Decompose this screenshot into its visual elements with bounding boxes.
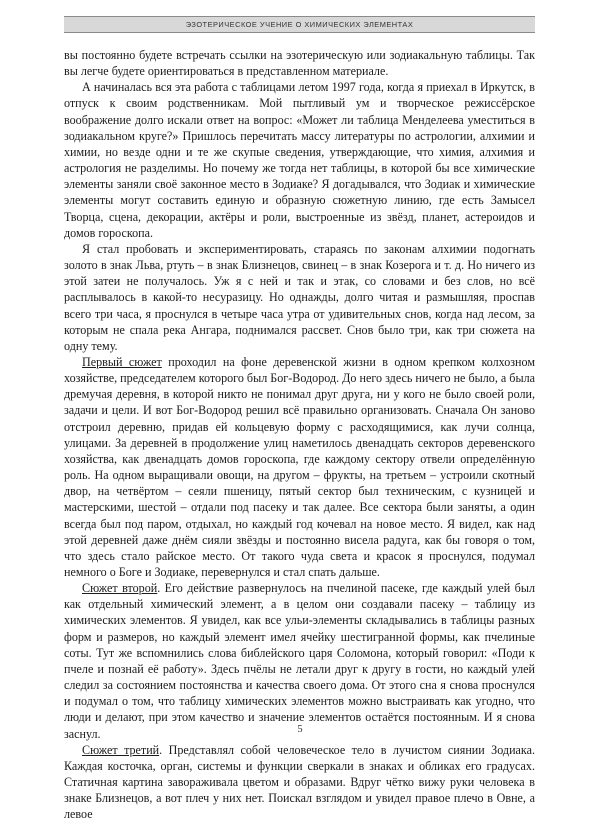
running-header: ЭЗОТЕРИЧЕСКОЕ УЧЕНИЕ О ХИМИЧЕСКИХ ЭЛЕМЕНТАХ xyxy=(64,16,535,33)
paragraph-4 xyxy=(64,354,535,580)
paragraph-5 xyxy=(64,580,535,742)
second-plot-heading: Сюжет второй xyxy=(82,581,158,596)
paragraph-1: вы постоянно будете встречать ссылки на эзотерическую или зодиакальную таблицы. Так вы легче будете ориентироваться в представленном материале. xyxy=(64,48,535,79)
third-plot-text: . Представлял собой человеческое тело в лучистом сиянии Зодиака. Каждая косточка, орган, системы и функции сверкали в знаках и обликах его градусах. Статичная картина завораживала цветом и образами. Вдруг чётко вижу руки человека в знаке Близнецов, а вот плеч у них нет. Поискал взглядом и увидел правое плечо в Овне, а левое xyxy=(64,742,536,822)
body-text xyxy=(64,47,535,823)
paragraph-6 xyxy=(64,742,535,823)
page-number: 5 xyxy=(297,724,303,735)
paragraph-3: Я стал пробовать и экспериментировать, стараясь по законам алхимии подогнать золото в знак Льва, ртуть – в знак Близнецов, свинец – в знак Козерога и т. д. Но ничего из этой затеи не получалось. Уж я с ней и так и этак, со словами и без слов, но всё расплывалось в какой-то несуразицу. Но однажды, долго читая и размышляя, проспав всего три часа, я проснулся в четыре часа утра от удивительных снов, когда над лесом, за которым не спала река Ангара, поднимался рассвет. Снов было три, как три сюжета на одну тему. xyxy=(64,241,535,353)
third-plot-heading: Сюжет третий xyxy=(82,742,160,757)
second-plot-text: . Его действие развернулось на пчелиной пасеке, где каждый улей был как отдельный химический элемент, а в целом они создавали пасеку – таблицу из химических элементов. Я увидел, как все ульи-элементы складывались в таблицы разных форм и размеров, но каждый элемент имел ячейку шестигранной формы, как пчелиные соты. Тут же вспомнились слова библейского царя Соломона, который говорил: «Поди к пчеле и познай её работу». Здесь пчёлы не летали друг к другу в гости, но каждый улей следил за состоянием постоянства и качества своего дома. От этого сна я снова проснулся и подумал о том, что таблицу химических элементов можно выстраивать как угодно, что люди и делают, при этом качество и значение элементов остаётся постоянным. И я снова заснул. xyxy=(64,581,535,741)
paragraph-2: А начиналась вся эта работа с таблицами летом 1997 года, когда я приехал в Иркутск, в отпуск к своим родственникам. Мой пытливый ум и творческое режиссёрское воображение долго искали ответ на вопрос: «Может ли таблица Менделеева уместиться в зодиакальном круге?» Пришлось перечитать массу литературы по астрологии, алхимии и химии, но везде одни и те же скупые сведения, утверждающие, что химия, алхимия и астрология не разделимы. Но почему же тогда нет таблицы, в которой бы все химические элементы заняли своё законное место в Зодиаке? Я догадывался, что Зодиак и химические элементы могут составить единую и образную сюжетную линию, где есть Замысел Творца, сцена, декорации, актёры и роли, выстроенные из звёзд, планет, астероидов и домов гороскопа. xyxy=(64,80,535,240)
first-plot-heading: Первый сюжет xyxy=(82,354,162,369)
first-plot-text: проходил на фоне деревенской жизни в одном крепком колхозном хозяйстве, председателем которого был Бог-Водород. До него здесь ничего не было, а была дремучая деревня, в которой никто не понимал друг друга, ни у кого не было своей роли, задачи и цели. И вот Бог-Водород решил всё правильно организовать. Сначала Он заново отстроил деревню, придав ей кольцевую форму с расходящимися, как лучи солнца, улицами. За деревней в продолжение улиц наметилось двенадцать секторов деревенского хозяйства, как двенадцать домов гороскопа, где каждому сектору отвели определённую роль. На одном выращивали овощи, на другом – фрукты, на третьем – устроили скотный двор, на четвёртом – сеяли пшеницу, пятый сектор был техническим, с кузницей и мастерскими, шестой – отдали под пасеку и так далее. Все сектора были заняты, а один всегда был под паром, отдыхал, но каждый год кочевал на новое место. Я видел, как над этой деревней даже днём сияли звёзды и постоянно висела радуга, как бы говоря о том, что здесь стало райское место. От такого чуда света и красок я проснулся, подумал немного о Боге и Зодиаке, перевернулся и стал спать дальше. xyxy=(64,354,535,579)
